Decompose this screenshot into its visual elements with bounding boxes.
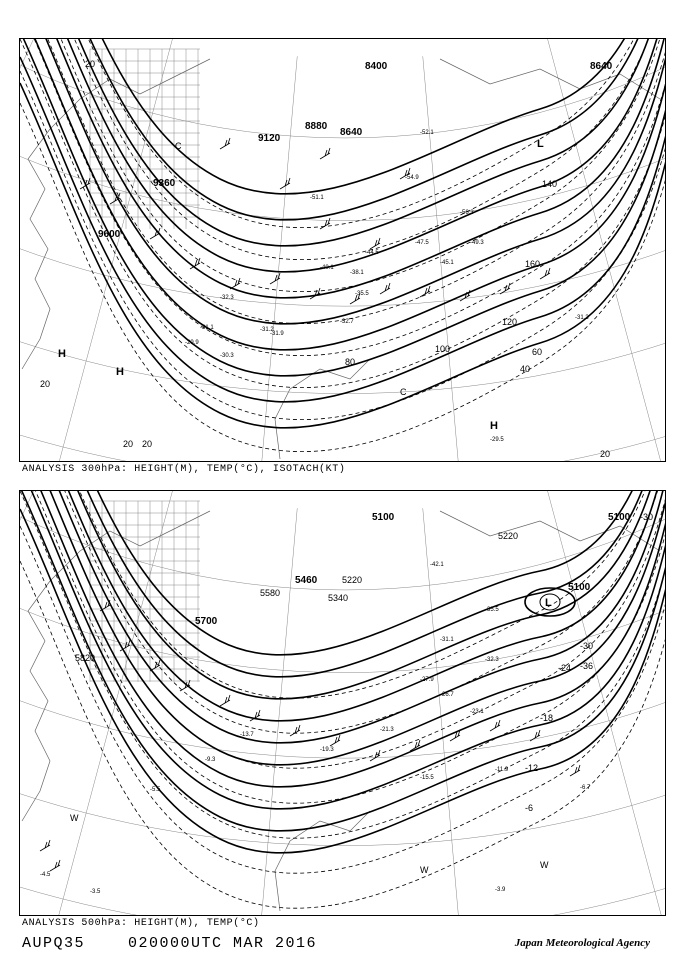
wind-barb [310, 288, 320, 299]
isotherm-label: -30 [580, 641, 594, 651]
cold-center: C [400, 387, 407, 397]
contour-line [20, 39, 665, 298]
isotherm-label: -12 [525, 763, 539, 773]
isotach-label: 20 [85, 59, 96, 69]
temp-reading: -56.3 [460, 210, 474, 216]
temp-reading: -31.9 [270, 331, 284, 337]
height-label: 5700 [195, 616, 218, 627]
height-label: 9120 [258, 133, 281, 144]
height-label: 5340 [328, 593, 349, 603]
contour-line [20, 39, 665, 324]
height-label: 8400 [365, 61, 388, 72]
temp-reading: -21.3 [380, 727, 394, 733]
temp-reading: -45.1 [440, 260, 454, 266]
wind-barb [270, 273, 280, 284]
temp-reading: -31.1 [440, 637, 454, 643]
temp-reading: -40.1 [320, 265, 334, 271]
contour-line [20, 491, 665, 803]
chart-300hpa-caption: ANALYSIS 300hPa: HEIGHT(M), TEMP(°C), ISOTACH(KT) [22, 464, 346, 475]
height-label: 5100 [568, 582, 591, 593]
parallel-line [20, 229, 665, 306]
temp-reading: -26.7 [440, 692, 454, 698]
isotach-label: 20 [123, 439, 134, 449]
wind-barb [290, 725, 300, 736]
contour-line [20, 39, 665, 292]
cold-center: C [175, 141, 182, 151]
wind-barb [220, 695, 230, 706]
low-pressure-center: L [537, 138, 544, 150]
chart-500hpa-caption: ANALYSIS 500hPa: HEIGHT(M), TEMP(°C) [22, 918, 260, 929]
temp-reading: -6.7 [580, 785, 591, 791]
wind-barb [220, 138, 230, 149]
height-label: 5220 [342, 575, 363, 585]
temp-reading: -19.3 [320, 747, 334, 753]
temp-reading: -38.1 [350, 270, 364, 276]
parallel-line [20, 871, 665, 915]
height-label: 5100 [608, 512, 631, 523]
isotach-label: 100 [435, 344, 451, 354]
temp-reading: -15.5 [420, 775, 434, 781]
chart-300hpa [19, 38, 666, 462]
chart-500hpa-map [20, 491, 665, 915]
temp-reading: -23.1 [470, 709, 484, 715]
height-label: 9600 [98, 229, 121, 240]
isotach-label: 80 [345, 357, 356, 367]
temp-reading: -32.7 [340, 319, 354, 325]
contour-line [20, 103, 665, 452]
high-pressure-center: H [116, 366, 124, 378]
contour-line [20, 39, 665, 324]
temp-reading: -32.3 [220, 295, 234, 301]
height-label: 5460 [295, 575, 318, 586]
temp-reading: -29.9 [185, 340, 199, 346]
temp-reading: -31.2 [260, 327, 274, 333]
wind-barb [540, 268, 550, 279]
isotherm-label: -24 [558, 663, 572, 673]
contour-line [20, 39, 665, 246]
height-label: 9360 [153, 178, 176, 189]
isotach-label: 40 [520, 364, 531, 374]
temp-reading: -42.1 [430, 562, 444, 568]
temp-reading: -5.5 [150, 787, 161, 793]
meridian-line [546, 39, 665, 461]
parallel-line [20, 419, 665, 461]
chart-300hpa-map [20, 39, 665, 461]
temp-reading: -4.5 [40, 872, 51, 878]
isotherm-label: -18 [540, 713, 554, 723]
temp-reading: -27.9 [420, 677, 434, 683]
height-label: 8640 [340, 127, 363, 138]
wind-barb [490, 720, 500, 731]
warm-center: W [70, 813, 79, 823]
meridian-line [664, 39, 665, 461]
isotherm-label: -30 [640, 512, 654, 522]
isotach-label: 20 [142, 439, 153, 449]
temp-reading: -44.5 [365, 250, 379, 256]
isotach-label: 140 [542, 179, 558, 189]
temp-reading: -11.9 [495, 767, 509, 773]
temp-reading: -35.5 [355, 291, 369, 297]
temp-reading: -32.3 [485, 657, 499, 663]
coastline-segment [22, 59, 210, 369]
isotach-label: 60 [532, 347, 543, 357]
high-pressure-center: H [58, 348, 66, 360]
contour-line [20, 39, 665, 376]
temp-reading: -30.3 [220, 353, 234, 359]
wind-barb [380, 283, 390, 294]
temp-reading: -54.9 [405, 175, 419, 181]
temp-reading: -47.5 [415, 240, 429, 246]
agency-name: Japan Meteorological Agency [514, 937, 650, 949]
wind-barb [320, 148, 330, 159]
height-label: 8640 [590, 61, 613, 72]
temp-reading: -9.3 [205, 757, 216, 763]
temp-reading: -3.5 [90, 889, 101, 895]
temp-reading: -35.5 [485, 607, 499, 613]
meridian-line [546, 491, 665, 915]
temp-reading: -51.1 [310, 195, 324, 201]
isotach-label: 120 [502, 317, 518, 327]
temp-reading: -52.1 [420, 130, 434, 136]
low-pressure-center: L [545, 597, 552, 609]
chart-500hpa [19, 490, 666, 916]
isotach-label: 160 [525, 259, 541, 269]
warm-center: W [540, 860, 549, 870]
wind-barbs [80, 138, 550, 304]
wind-barb [320, 218, 330, 229]
parallel-line [20, 776, 665, 846]
height-label: 5100 [372, 512, 395, 523]
temp-reading: -3.9 [495, 887, 506, 893]
temp-reading: -13.7 [240, 732, 254, 738]
wind-barb [370, 750, 380, 761]
contour-line [20, 561, 665, 908]
height-label: 5220 [498, 531, 519, 541]
meridian-line [238, 508, 297, 915]
isotherm-label: -6 [525, 803, 534, 813]
product-id: AUPQ35 [22, 935, 86, 952]
parallel-line [20, 324, 665, 394]
coastline-segment [275, 359, 370, 459]
height-label: 5820 [75, 653, 96, 663]
temp-reading: -29.5 [490, 437, 504, 443]
height-label: 8880 [305, 121, 328, 132]
temp-reading: -49.3 [470, 240, 484, 246]
isotach-label: 20 [40, 379, 51, 389]
wind-barb [280, 178, 290, 189]
high-pressure-center: H [490, 420, 498, 432]
isotach-lines [20, 39, 665, 452]
wind-barb [50, 860, 60, 871]
temp-reading: -31.3 [575, 315, 589, 321]
isotach-label: 20 [600, 449, 611, 459]
height-label: 5580 [260, 588, 281, 598]
coastline-segment [440, 59, 660, 99]
parallel-line [20, 134, 665, 221]
contour-line [20, 39, 665, 350]
wind-barb [40, 840, 50, 851]
valid-time: 020000UTC MAR 2016 [128, 935, 318, 952]
temp-reading: -31.1 [200, 325, 214, 331]
warm-center: W [420, 865, 429, 875]
isotherm-label: -36 [580, 661, 594, 671]
